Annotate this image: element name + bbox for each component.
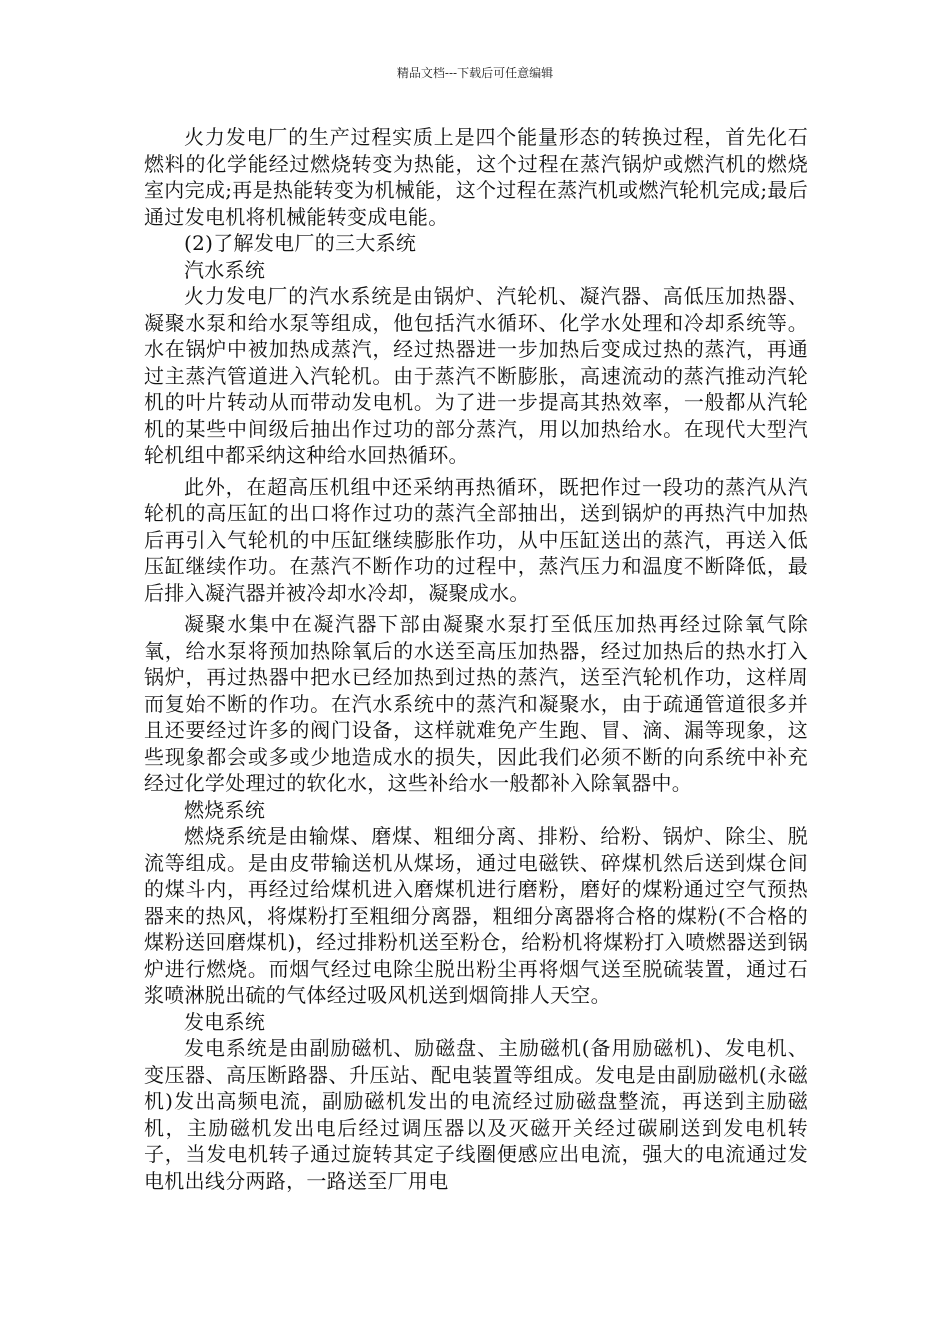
paragraph-steam-water-system: 火力发电厂的汽水系统是由锅炉、汽轮机、凝汽器、高低压加热器、凝聚水泵和给水泵等组成，他包括汽水循环、化学水处理和冷却系统等。水在锅炉中被加热成蒸汽，经过热器进一步加热后变成过热的蒸汽，再通过主蒸汽管道进入汽轮机。由于蒸汽不断膨胀，高速流动的蒸汽推动汽轮机的叶片转动从而带动发电机。为了进一步提高其热效率，一般都从汽轮机的某些中间级后抽出作过功的部分蒸汽，用以加热给水。在现代大型汽轮机组中都采纳这种给水回热循环。	[144, 284, 808, 467]
subheading-power-generation-system: 发电系统	[184, 1009, 266, 1034]
document-body	[144, 124, 808, 1194]
paragraph-energy-conversion: 火力发电厂的生产过程实质上是四个能量形态的转换过程，首先化石燃料的化学能经过燃烧转变为热能，这个过程在蒸汽锅炉或燃汽机的燃烧室内完成;再是热能转变为机械能，这个过程在蒸汽机或燃汽轮机完成;最后通过发电机将机械能转变成电能。	[144, 125, 808, 229]
page-header: 精品文档---下载后可任意编辑	[396, 66, 554, 80]
section-heading-three-systems: (2)了解发电厂的三大系统	[184, 231, 417, 255]
paragraph-reheat-cycle: 此外，在超高压机组中还采纳再热循环，既把作过一段功的蒸汽从汽轮机的高压缸的出口将作过功的蒸汽全部抽出，送到锅炉的再热汽中加热后再引入气轮机的中压缸继续膨胀作功，从中压缸送出的蒸汽，再送入低压缸继续作功。在蒸汽不断作功的过程中，蒸汽压力和温度不断降低，最后排入凝汽器并被冷却水冷却，凝聚成水。	[144, 474, 808, 605]
paragraph-power-generation-system: 发电系统是由副励磁机、励磁盘、主励磁机(备用励磁机)、发电机、变压器、高压断路器、升压站、配电装置等组成。发电是由副励磁机(永磁机)发出高频电流，副励磁机发出的电流经过励磁盘整流，再送到主励磁机，主励磁机发出电后经过调压器以及灭磁开关经过碳刷送到发电机转子，当发电机转子通过旋转其定子线圈便感应出电流，强大的电流通过发电机出线分两路，一路送至厂用电	[144, 1036, 808, 1193]
paragraph-condensate: 凝聚水集中在凝汽器下部由凝聚水泵打至低压加热再经过除氧气除氧，给水泵将预加热除氧后的水送至高压加热器，经过加热后的热水打入锅炉，再过热器中把水已经加热到过热的蒸汽，送至汽轮机作功，这样周而复始不断的作功。在汽水系统中的蒸汽和凝聚水，由于疏通管道很多并且还要经过许多的阀门设备，这样就难免产生跑、冒、滴、漏等现象，这些现象都会或多或少地造成水的损失，因此我们必须不断的向系统中补充经过化学处理过的软化水，这些补给水一般都补入除氧器中。	[144, 612, 808, 795]
paragraph-combustion-system: 燃烧系统是由输煤、磨煤、粗细分离、排粉、给粉、锅炉、除尘、脱流等组成。是由皮带输送机从煤场，通过电磁铁、碎煤机然后送到煤仓间的煤斗内，再经过给煤机进入磨煤机进行磨粉，磨好的煤粉通过空气预热器来的热风，将煤粉打至粗细分离器，粗细分离器将合格的煤粉(不合格的煤粉送回磨煤机)，经过排粉机送至粉仓，给粉机将煤粉打入喷燃器送到锅炉进行燃烧。而烟气经过电除尘脱出粉尘再将烟气送至脱硫装置，通过石浆喷淋脱出硫的气体经过吸风机送到烟筒排人天空。	[144, 824, 808, 1007]
subheading-steam-water-system: 汽水系统	[184, 257, 266, 282]
subheading-combustion-system: 燃烧系统	[184, 797, 266, 822]
